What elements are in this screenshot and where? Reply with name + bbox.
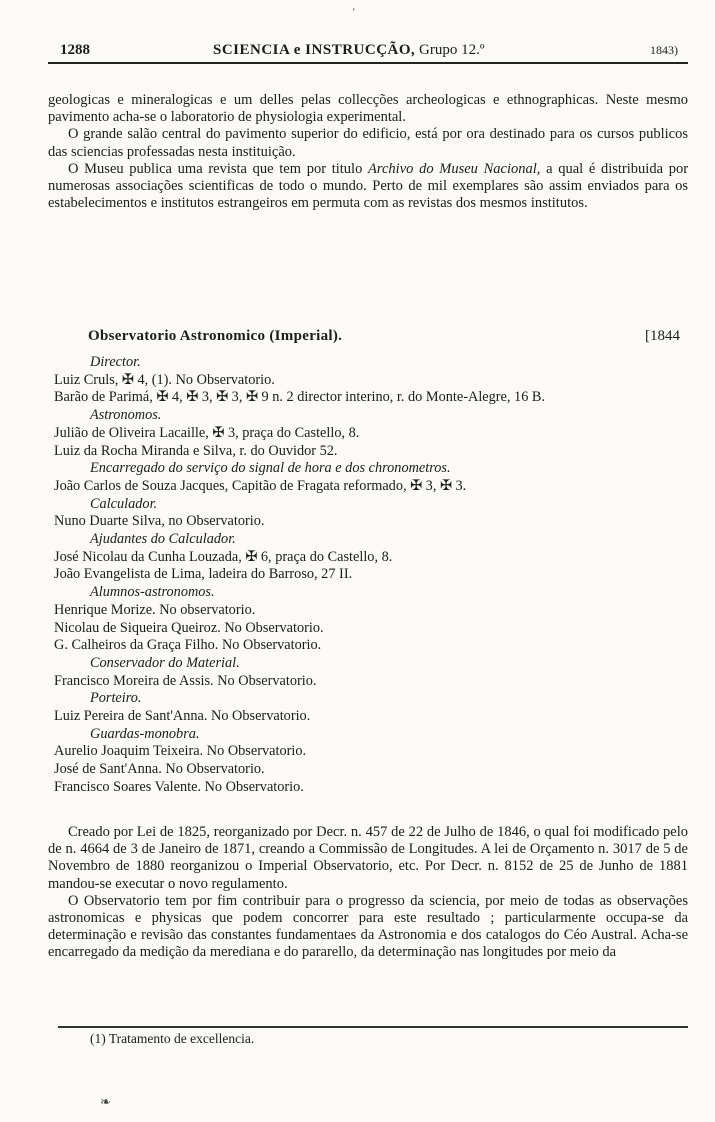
staff-role-heading: Encarregado do serviço do signal de hora e dos chronometros. bbox=[90, 460, 451, 477]
staff-role-heading: Ajudantes do Calculador. bbox=[90, 531, 236, 548]
staff-role-heading: Calculador. bbox=[90, 495, 158, 512]
staff-entry: José de Sant'Anna. No Observatorio. bbox=[54, 761, 265, 778]
staff-list bbox=[54, 354, 690, 797]
page bbox=[48, 34, 689, 1109]
staff-entry: Barão de Parimá, ✠ 4, ✠ 3, ✠ 3, ✠ 9 n. 2 director interino, r. do Monte-Alegre, 16 B. bbox=[54, 389, 546, 406]
intro-text bbox=[48, 92, 688, 212]
staff-entry: Luiz Cruls, ✠ 4, (1). No Observatorio. bbox=[54, 371, 275, 388]
staff-entry: José Nicolau da Cunha Louzada, ✠ 6, praça do Castello, 8. bbox=[54, 548, 393, 565]
intro-p3-end: a qual é distribuida por numerosas associações scientificas de todo o mundo. Perto de mil exemplares são assim enviados para os estabelecimentos e institutos estrangeiros em permuta com as revistas dos mesmos institutos. bbox=[48, 160, 689, 212]
staff-entry: João Carlos de Souza Jacques, Capitão de Fragata reformado, ✠ 3, ✠ 3. bbox=[54, 477, 467, 494]
history-text bbox=[48, 824, 688, 962]
footnote-rule bbox=[58, 1026, 688, 1028]
staff-entry: G. Calheiros da Graça Filho. No Observatorio. bbox=[54, 637, 322, 654]
intro-paragraph-2: O grande salão central do pavimento superior do edificio, está por ora destinado para os cursos publicos das sciencias professadas nesta instituição. bbox=[48, 126, 688, 160]
staff-entry: Francisco Soares Valente. No Observatorio. bbox=[54, 778, 304, 795]
printer-ornament: ❧ bbox=[100, 1094, 111, 1109]
history-paragraph-1: Creado por Lei de 1825, reorganizado por Decr. n. 457 de 22 de Julho de 1846, o qual foi modificado pelo de n. 4664 de 3 de Janeiro de 1871, creando a Commissão de Longitudes. A lei de Orçamento n. 3017 de 5 de Novembro de 1880 reorganizou o Imperial Observatorio, etc. Por Decr. n. 8152 de 25 de Junho de 1881 mandou-se executar o novo regulamento. bbox=[48, 824, 688, 892]
intro-p3-start: O Museu publica uma revista que tem por titulo bbox=[68, 160, 363, 177]
staff-role-heading: Conservador do Material. bbox=[90, 654, 240, 671]
intro-paragraph-3 bbox=[48, 161, 688, 213]
journal-title: Archivo do Museu Nacional, bbox=[368, 160, 541, 177]
footnote: (1) Tratamento de excellencia. bbox=[90, 1031, 255, 1046]
page-number: 1288 bbox=[60, 42, 90, 58]
running-header bbox=[48, 34, 688, 64]
staff-entry: Aurelio Joaquim Teixeira. No Observatorio. bbox=[54, 743, 307, 760]
staff-role-heading: Guardas-monobra. bbox=[90, 725, 200, 742]
staff-entry: Julião de Oliveira Lacaille, ✠ 3, praça do Castello, 8. bbox=[54, 424, 360, 441]
staff-role-heading: Alumnos-astronomos. bbox=[90, 584, 215, 601]
staff-entry: Francisco Moreira de Assis. No Observatorio. bbox=[54, 672, 317, 689]
running-title bbox=[213, 42, 485, 59]
running-title-bold: SCIENCIA e INSTRUCÇÃO, bbox=[213, 42, 416, 58]
history-paragraph-2: O Observatorio tem por fim contribuir para o progresso da sciencia, por meio de todas as observações astronomicas e physicas que podem concorrer para este resultado ; particularmente occupa-se da determinação e revisão das constantes fundamentaes da Astronomia e dos catalogos do Céo Austral. Acha-se encarregado da medição da merediana e do pararello, da determinação nas longitudes por meio da bbox=[48, 892, 688, 961]
section-title: Observatorio Astronomico (Imperial). bbox=[88, 328, 343, 344]
staff-entry: Nicolau de Siqueira Queiroz. No Observatorio. bbox=[54, 619, 324, 636]
staff-entry: João Evangelista de Lima, ladeira do Barroso, 27 II. bbox=[54, 566, 353, 583]
staff-entry: Henrique Morize. No observatorio. bbox=[54, 601, 256, 618]
staff-role-heading: Director. bbox=[90, 354, 141, 370]
print-mark: ‘ bbox=[352, 6, 356, 18]
staff-entry: Luiz Pereira de Sant'Anna. No Observatorio. bbox=[54, 708, 311, 725]
running-title-group: Grupo 12.º bbox=[419, 42, 485, 58]
staff-entry: Luiz da Rocha Miranda e Silva, r. do Ouvidor 52. bbox=[54, 442, 338, 459]
staff-entry: Nuno Duarte Silva, no Observatorio. bbox=[54, 513, 265, 530]
staff-role-heading: Astronomos. bbox=[90, 407, 162, 424]
staff-role-heading: Porteiro. bbox=[90, 690, 142, 707]
intro-paragraph-1: geologicas e mineralogicas e um delles pelas collecções archeologicas e ethnographicas. Neste mesmo pavimento acha-se o laboratorio de physiologia experimental. bbox=[48, 92, 688, 126]
section-year: [1844 bbox=[645, 328, 680, 344]
running-year: 1843) bbox=[650, 43, 678, 57]
